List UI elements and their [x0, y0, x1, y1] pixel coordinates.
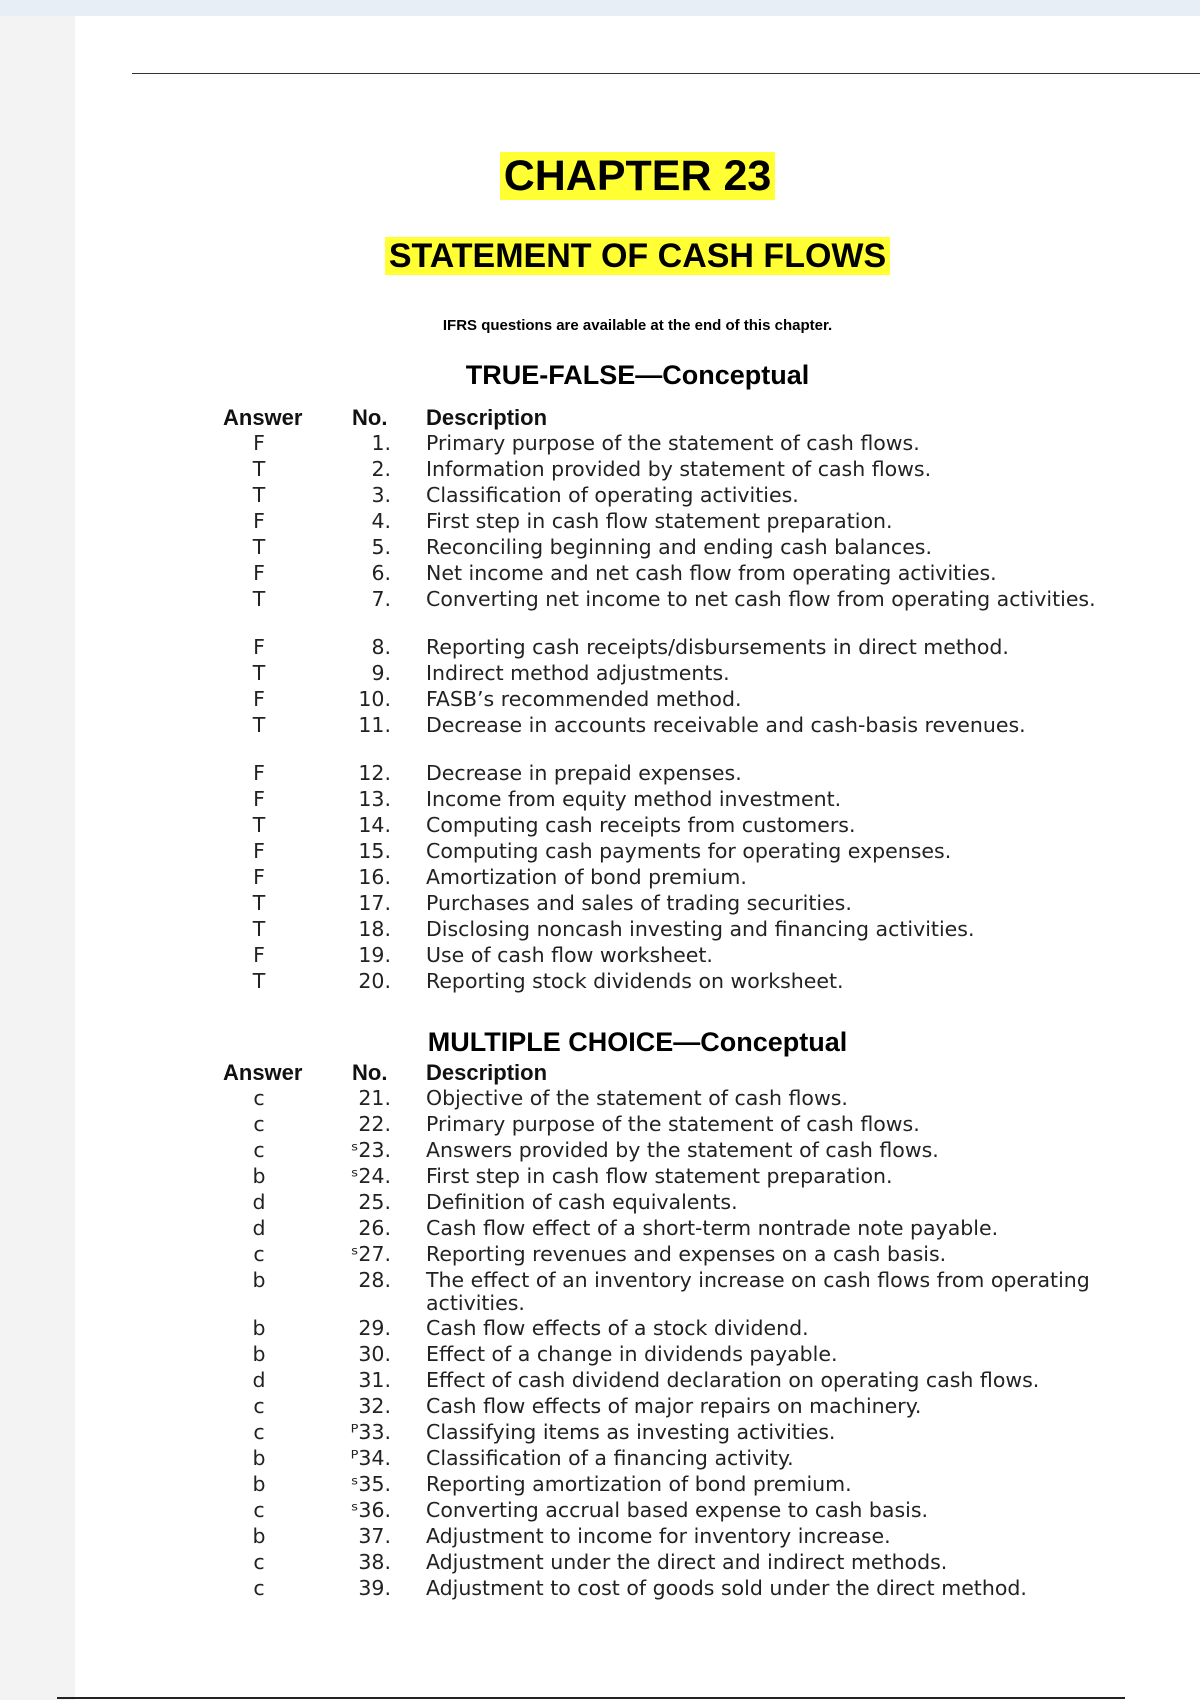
question-row — [75, 1243, 1200, 1269]
question-number: ᴾ33. — [350, 1420, 391, 1444]
question-description: Reporting revenues and expenses on a cash basis. — [426, 1242, 947, 1266]
question-number: 7. — [371, 587, 391, 611]
question-number: 26. — [358, 1216, 391, 1240]
answer-key: c — [253, 1138, 265, 1162]
answer-key: c — [253, 1550, 265, 1574]
answer-key: b — [252, 1524, 266, 1548]
question-row — [75, 762, 1200, 788]
question-description: Reporting stock dividends on worksheet. — [426, 969, 844, 993]
answer-key: F — [253, 787, 265, 811]
question-description: Adjustment to income for inventory increase. — [426, 1524, 891, 1548]
question-number: ˢ24. — [350, 1164, 391, 1188]
question-description: Converting net income to net cash flow from operating activities. — [426, 587, 1096, 611]
question-number: 15. — [358, 839, 391, 863]
question-description: Reporting cash receipts/disbursements in direct method. — [426, 635, 1009, 659]
question-number: 17. — [358, 891, 391, 915]
question-row — [75, 970, 1200, 996]
question-row — [75, 918, 1200, 944]
question-description: Net income and net cash flow from operating activities. — [426, 561, 997, 585]
answer-key: T — [252, 483, 266, 507]
question-number: 32. — [358, 1394, 391, 1418]
question-description: Disclosing noncash investing and financing activities. — [426, 917, 975, 941]
question-number: ᴾ34. — [350, 1446, 391, 1470]
chapter-subtitle-text: STATEMENT OF CASH FLOWS — [385, 237, 890, 275]
question-number: 18. — [358, 917, 391, 941]
question-row — [75, 1087, 1200, 1113]
question-description: Amortization of bond premium. — [426, 865, 747, 889]
question-number: 31. — [358, 1368, 391, 1392]
answer-key: d — [252, 1216, 266, 1240]
question-row — [75, 714, 1200, 762]
question-number: 14. — [358, 813, 391, 837]
question-description: Primary purpose of the statement of cash flows. — [426, 431, 920, 455]
question-number: 21. — [358, 1086, 391, 1110]
answer-key: T — [252, 969, 266, 993]
question-number: 29. — [358, 1316, 391, 1340]
question-description: Classification of operating activities. — [426, 483, 799, 507]
answer-header: Answer — [223, 405, 303, 430]
multiple-choice-rows — [75, 1087, 1200, 1603]
question-description: Adjustment to cost of goods sold under the direct method. — [426, 1576, 1027, 1600]
question-row — [75, 1395, 1200, 1421]
question-description: First step in cash flow statement preparation. — [426, 1164, 893, 1188]
question-number: 28. — [358, 1268, 391, 1292]
answer-key: c — [253, 1394, 265, 1418]
question-number: 16. — [358, 865, 391, 889]
question-number: 37. — [358, 1524, 391, 1548]
question-number: 5. — [371, 535, 391, 559]
question-number: 4. — [371, 509, 391, 533]
question-description: Primary purpose of the statement of cash flows. — [426, 1112, 920, 1136]
answer-key: F — [253, 635, 265, 659]
question-description: Effect of cash dividend declaration on operating cash flows. — [426, 1368, 1040, 1392]
question-number: 20. — [358, 969, 391, 993]
answer-key: F — [253, 431, 265, 455]
question-row — [75, 866, 1200, 892]
question-description: Decrease in prepaid expenses. — [426, 761, 742, 785]
question-row — [75, 636, 1200, 662]
question-description: Converting accrual based expense to cash basis. — [426, 1498, 929, 1522]
question-row — [75, 688, 1200, 714]
top-rule — [132, 73, 1200, 74]
answer-key: F — [253, 561, 265, 585]
question-row — [75, 562, 1200, 588]
question-description: Definition of cash equivalents. — [426, 1190, 738, 1214]
question-description: Computing cash receipts from customers. — [426, 813, 856, 837]
question-number: 3. — [371, 483, 391, 507]
bottom-rule — [57, 1697, 1125, 1699]
question-number: ˢ35. — [350, 1472, 391, 1496]
answer-key: d — [252, 1368, 266, 1392]
question-number: 9. — [371, 661, 391, 685]
chapter-heading — [75, 149, 1200, 203]
table-header — [75, 1061, 1200, 1087]
question-row — [75, 1217, 1200, 1243]
description-header: Description — [426, 1060, 548, 1085]
answer-key: T — [252, 917, 266, 941]
question-row — [75, 662, 1200, 688]
question-description: Purchases and sales of trading securities. — [426, 891, 852, 915]
table-header — [75, 406, 1200, 432]
question-row — [75, 1525, 1200, 1551]
question-row — [75, 1499, 1200, 1525]
question-number: ˢ23. — [350, 1138, 391, 1162]
answer-key: c — [253, 1242, 265, 1266]
question-row — [75, 432, 1200, 458]
question-description: Cash flow effects of major repairs on machinery. — [426, 1394, 922, 1418]
true-false-table — [75, 406, 1200, 996]
question-description: Objective of the statement of cash flows. — [426, 1086, 848, 1110]
true-false-heading: TRUE-FALSE—Conceptual — [465, 360, 810, 390]
question-description: Cash flow effects of a stock dividend. — [426, 1316, 809, 1340]
question-description: The effect of an inventory increase on cash flows from operating activities. — [426, 1268, 1090, 1315]
document-page — [75, 16, 1200, 1700]
question-number: 10. — [358, 687, 391, 711]
question-row — [75, 1317, 1200, 1343]
question-number: 38. — [358, 1550, 391, 1574]
multiple-choice-table — [75, 1061, 1200, 1603]
answer-key: b — [252, 1472, 266, 1496]
question-row — [75, 788, 1200, 814]
question-description: Computing cash payments for operating expenses. — [426, 839, 952, 863]
answer-key: c — [253, 1420, 265, 1444]
question-number: 2. — [371, 457, 391, 481]
answer-key: c — [253, 1576, 265, 1600]
question-row — [75, 1551, 1200, 1577]
question-row — [75, 1165, 1200, 1191]
answer-key: T — [252, 813, 266, 837]
answer-key: T — [252, 891, 266, 915]
question-description: Reporting amortization of bond premium. — [426, 1472, 852, 1496]
answer-key: F — [253, 509, 265, 533]
question-number: 25. — [358, 1190, 391, 1214]
multiple-choice-heading: MULTIPLE CHOICE—Conceptual — [427, 1027, 848, 1057]
answer-key: F — [253, 761, 265, 785]
question-row — [75, 1473, 1200, 1499]
question-row — [75, 1421, 1200, 1447]
question-row — [75, 1269, 1200, 1317]
answer-key: F — [253, 865, 265, 889]
question-description: Information provided by statement of cash flows. — [426, 457, 932, 481]
question-description: Reconciling beginning and ending cash balances. — [426, 535, 933, 559]
question-row — [75, 536, 1200, 562]
question-row — [75, 1369, 1200, 1395]
question-description: Adjustment under the direct and indirect methods. — [426, 1550, 948, 1574]
question-description: Use of cash flow worksheet. — [426, 943, 713, 967]
question-row — [75, 1191, 1200, 1217]
question-number: 6. — [371, 561, 391, 585]
number-header: No. — [352, 1060, 388, 1085]
question-description: Classification of a financing activity. — [426, 1446, 794, 1470]
question-number: 1. — [371, 431, 391, 455]
answer-key: b — [252, 1342, 266, 1366]
number-header: No. — [352, 405, 388, 430]
question-row — [75, 1577, 1200, 1603]
answer-key: F — [253, 839, 265, 863]
answer-key: c — [253, 1086, 265, 1110]
question-number: ˢ27. — [350, 1242, 391, 1266]
answer-key: c — [253, 1112, 265, 1136]
question-row — [75, 588, 1200, 636]
chapter-title: CHAPTER 23 — [500, 152, 776, 200]
chapter-subtitle — [75, 234, 1200, 278]
answer-key: T — [252, 535, 266, 559]
question-number: 22. — [358, 1112, 391, 1136]
answer-key: b — [252, 1164, 266, 1188]
answer-key: T — [252, 587, 266, 611]
answer-key: F — [253, 687, 265, 711]
question-row — [75, 458, 1200, 484]
answer-key: b — [252, 1268, 266, 1292]
question-number: 30. — [358, 1342, 391, 1366]
question-number: ˢ36. — [350, 1498, 391, 1522]
answer-key: F — [253, 943, 265, 967]
question-row — [75, 1447, 1200, 1473]
question-description: Decrease in accounts receivable and cash-basis revenues. — [426, 713, 1026, 737]
answer-key: b — [252, 1446, 266, 1470]
question-row — [75, 814, 1200, 840]
question-row — [75, 840, 1200, 866]
answer-key: T — [252, 661, 266, 685]
answer-key: d — [252, 1190, 266, 1214]
question-description: Classifying items as investing activities. — [426, 1420, 836, 1444]
question-number: 39. — [358, 1576, 391, 1600]
question-description: Indirect method adjustments. — [426, 661, 730, 685]
question-row — [75, 510, 1200, 536]
viewer-left-margin — [0, 16, 75, 1700]
question-row — [75, 1343, 1200, 1369]
question-row — [75, 944, 1200, 970]
question-description: First step in cash flow statement preparation. — [426, 509, 893, 533]
question-description: Effect of a change in dividends payable. — [426, 1342, 838, 1366]
answer-key: c — [253, 1498, 265, 1522]
question-number: 19. — [358, 943, 391, 967]
answer-header: Answer — [223, 1060, 303, 1085]
question-description: Income from equity method investment. — [426, 787, 842, 811]
ifrs-note: IFRS questions are available at the end of this chapter. — [442, 317, 833, 334]
question-description: FASB’s recommended method. — [426, 687, 742, 711]
question-row — [75, 1113, 1200, 1139]
question-number: 13. — [358, 787, 391, 811]
question-number: 12. — [358, 761, 391, 785]
question-row — [75, 892, 1200, 918]
viewer-top-bar — [0, 0, 1200, 16]
question-row — [75, 484, 1200, 510]
question-number: 11. — [358, 713, 391, 737]
answer-key: b — [252, 1316, 266, 1340]
true-false-rows — [75, 432, 1200, 996]
question-description: Answers provided by the statement of cash flows. — [426, 1138, 939, 1162]
question-row — [75, 1139, 1200, 1165]
question-description: Cash flow effect of a short-term nontrade note payable. — [426, 1216, 999, 1240]
answer-key: T — [252, 713, 266, 737]
description-header: Description — [426, 405, 548, 430]
answer-key: T — [252, 457, 266, 481]
question-number: 8. — [371, 635, 391, 659]
